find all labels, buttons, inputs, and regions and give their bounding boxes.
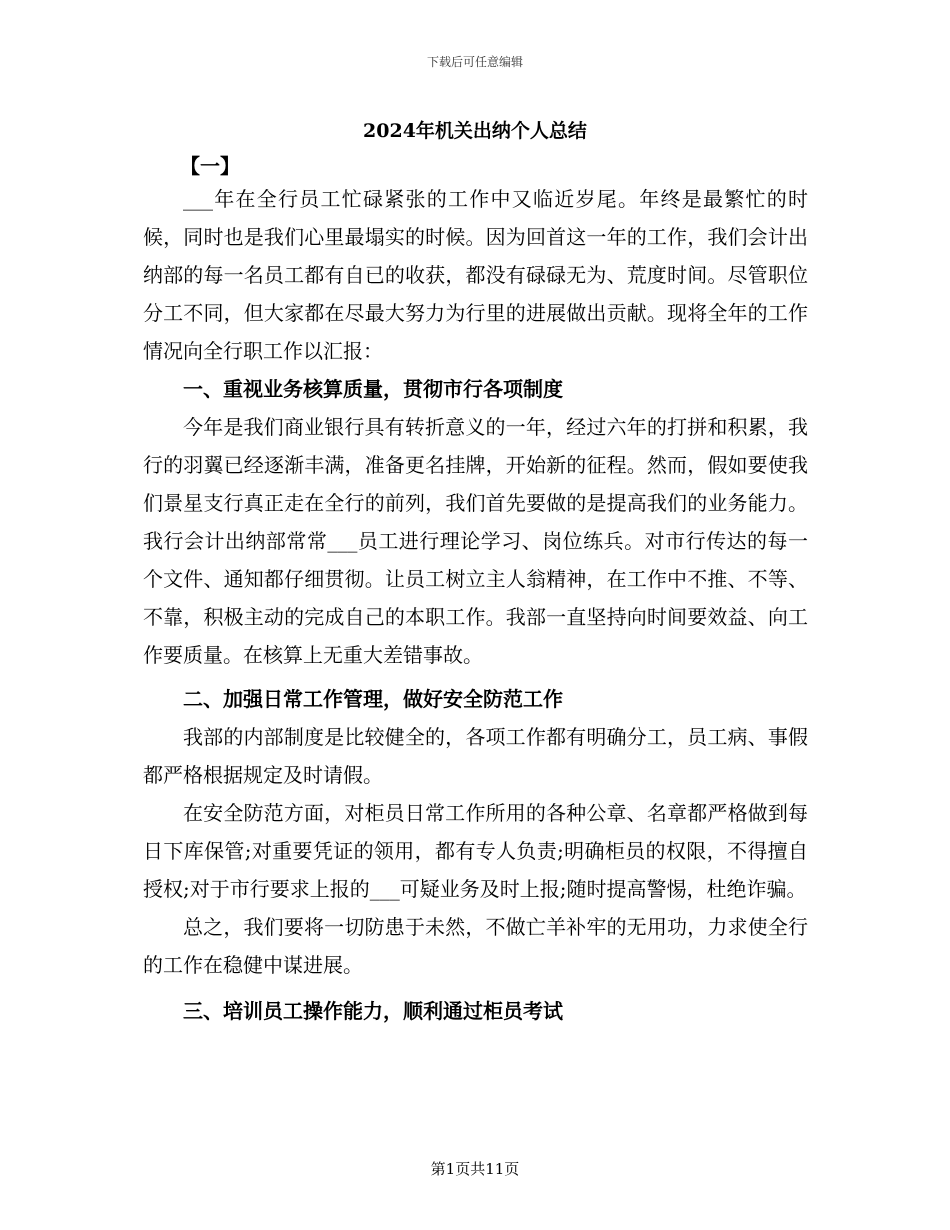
- page-number: 第1页共11页: [430, 1160, 520, 1178]
- document-body: [143, 180, 808, 1030]
- paragraph-intro: ___年在全行员工忙碌紧张的工作中又临近岁尾。年终是最繁忙的时候，同时也是我们心里最塌实的时候。因为回首这一年的工作，我们会计出纳部的每一名员工都有自已的收获，都没有碌碌无为、荒度时间。尽管职位分工不同，但大家都在尽最大努力为行里的进展做出贡献。现将全年的工作情况向全行职工作以汇报：: [143, 187, 808, 363]
- heading-1: 一、重视业务核算质量，贯彻市行各项制度: [183, 377, 563, 401]
- header-note: 下载后可任意编辑: [426, 55, 523, 69]
- document-title: 2024年机关出纳个人总结: [363, 120, 587, 142]
- paragraph-business-quality: 今年是我们商业银行具有转折意义的一年，经过六年的打拼和积累，我行的羽翼已经逐渐丰满，准备更名挂牌，开始新的征程。然而，假如要使我们景星支行真正走在全行的前列，我们首先要做的是提高我们的业务能力。我行会计出纳部常常___员工进行理论学习、岗位练兵。对市行传达的每一个文件、通知都仔细贯彻。让员工树立主人翁精神，在工作中不推、不等、不靠，积极主动的完成自己的本职工作。我部一直坚持向时间要效益、向工作要质量。在核算上无重大差错事故。: [143, 415, 808, 667]
- paragraph-summary: 总之，我们要将一切防患于未然，不做亡羊补牢的无用功，力求使全行的工作在稳健中谋进展。: [143, 915, 808, 977]
- section-label: 【一】: [180, 154, 240, 178]
- paragraph-internal-rules: 我部的内部制度是比较健全的，各项工作都有明确分工，员工病、事假都严格根据规定及时请假。: [143, 725, 808, 787]
- heading-2: 二、加强日常工作管理，做好安全防范工作: [183, 687, 563, 711]
- paragraph-security: 在安全防范方面，对柜员日常工作所用的各种公章、名章都严格做到每日下库保管;对重要凭证的领用，都有专人负责;明确柜员的权限，不得擅自授权;对于市行要求上报的___可疑业务及时上报;随时提高警惕，杜绝诈骗。: [143, 801, 808, 901]
- heading-3: 三、培训员工操作能力，顺利通过柜员考试: [183, 999, 563, 1023]
